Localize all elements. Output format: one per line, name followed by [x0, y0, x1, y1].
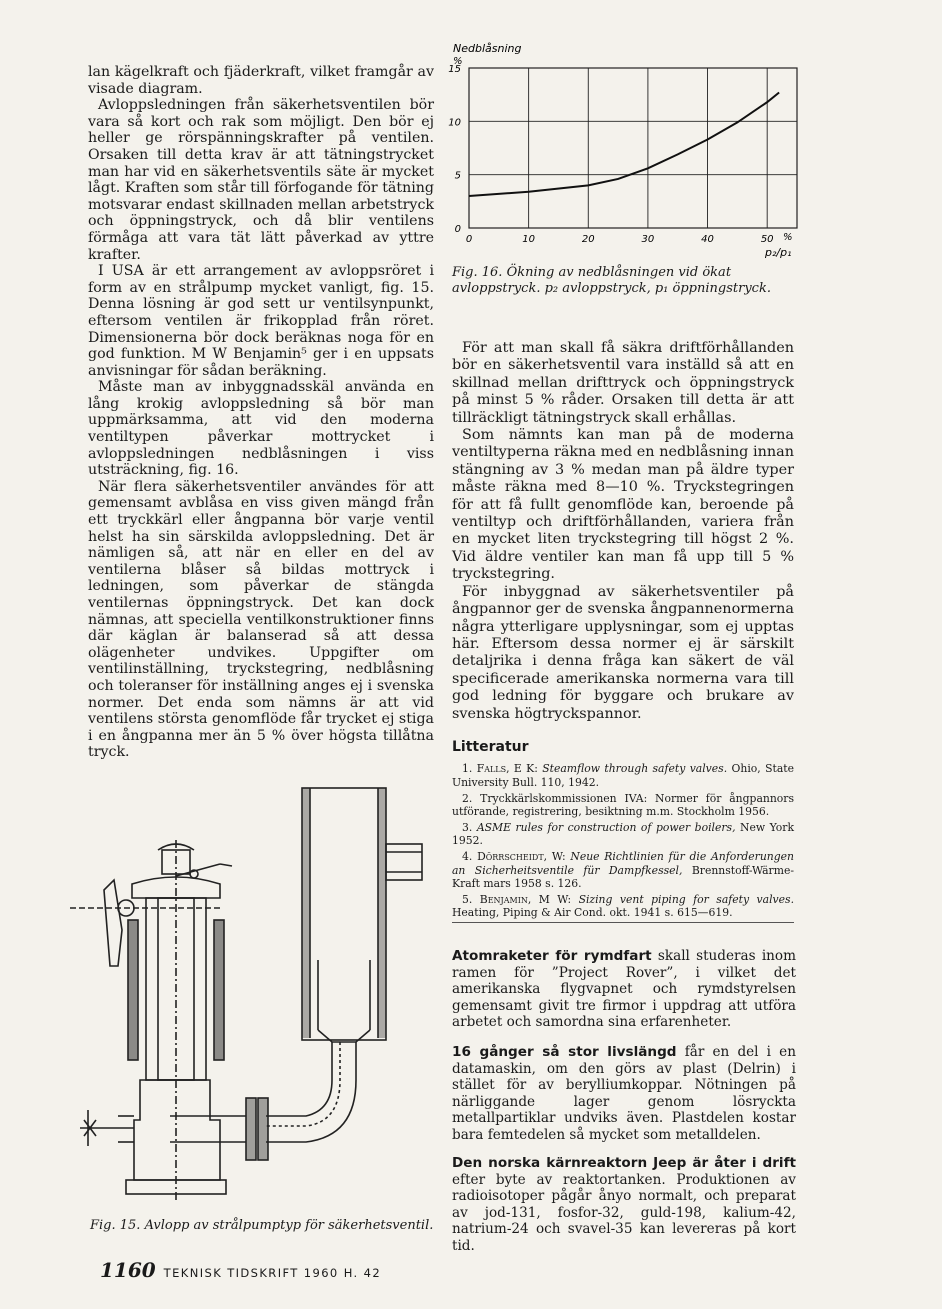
section-divider — [452, 922, 794, 923]
x-tick-label: 0 — [465, 234, 473, 245]
news-heading: Den norska kärnreaktorn Jeep är åter i drift — [452, 1155, 796, 1171]
fig16-chart — [445, 42, 805, 264]
right-column — [452, 340, 794, 922]
x-tick-label: 30 — [641, 234, 655, 245]
literature-item: 2. Tryckkärlskommissionen IVA: Normer för ångpannors utförande, registrering, besiktning m.m. Stockholm 1956. — [452, 791, 794, 819]
page-footer — [100, 1258, 381, 1282]
x-tick-label: 50 — [760, 234, 774, 245]
x-tick-label: 20 — [581, 234, 595, 245]
left-paragraph: I USA är ett arrangement av avloppsröret i form av en strålpump mycket vanligt, fig. 15. Denna lösning är god sett ur ventilsynpunkt, eftersom ventilen är frikopplad från röret. Dimensionerna bör dock beräknas noga för en god funktion. M W Benjamin⁵ ger i en uppsats anvisningar för sådan beräkning. — [88, 263, 434, 379]
news-item — [452, 948, 796, 1031]
plot-frame — [469, 68, 797, 228]
literature-item: 3. ASME rules for construction of power boilers, New York 1952. — [452, 820, 794, 848]
x-axis-label: p₂/p₁ — [765, 246, 792, 259]
journal-name: TEKNISK TIDSKRIFT 1960 H. 42 — [163, 1266, 382, 1280]
literature-list — [452, 762, 794, 920]
x-tick-label: 10 — [522, 234, 536, 245]
y-tick-label: 15 — [448, 64, 461, 75]
right-paragraph: För att man skall få säkra driftförhållanden bör en säkerhetsventil vara inställd så att en skillnad mellan drifttryck och öppningstryck på minst 5 % råder. Orsaken till detta är att tillräckligt tätningstryck skall erhållas. — [452, 340, 794, 426]
y-tick-label: 5 — [454, 170, 461, 182]
left-column — [88, 64, 434, 761]
y-axis-unit: % — [453, 56, 463, 67]
news-text: efter byte av reaktortanken. Produktionen av radioisotoper pågår ånyo normalt, och preparat av jod-131, fosfor-32, guld-198, kalium-42, natrium-24 och svavel-35 kan levereras på kort tid. — [452, 1171, 796, 1254]
left-paragraph: lan kägelkraft och fjäderkraft, vilket framgår av visade diagram. — [88, 64, 434, 97]
x-tick-label: 40 — [701, 234, 714, 245]
left-paragraph: Måste man av inbyggnadsskäl använda en lång krokig avloppsledning så bör man uppmärksamma, att vid den moderna ventiltypen påverkar mottrycket i avloppsledningen nedblåsningen i viss utsträckning, fig. 16. — [88, 379, 434, 479]
left-paragraph: När flera säkerhetsventiler användes för att gemensamt avblåsa en viss given mängd från ett tryckkärl eller ångpanna bör varje ventil helst ha sin särskilda avloppsledning. Det är nämligen så, att när en eller en del av ventilerna blåser så bildas mottryck i ledningen, som påverkar de stängda ventilernas öppningstryck. Det kan dock nämnas, att speciella ventilkonstruktioner finns där käglan är balanserad så att dessa olägenheter undvikes. Uppgifter om ventilinställning, tryckstegring, nedblåsning och toleranser för inställning anges ej i svenska normer. Det enda som nämns är att vid ventilens största genomflöde får trycket ej stiga i en ångpanna mer än 5 % över högsta tillåtna tryck. — [88, 478, 434, 761]
chart-series — [469, 93, 779, 196]
news-heading: 16 gånger så stor livslängd — [452, 1044, 677, 1060]
series-line — [469, 93, 779, 196]
y-tick-label: 0 — [454, 224, 461, 235]
y-axis-label: Nedblåsning — [453, 42, 522, 55]
literature-heading: Litteratur — [452, 738, 529, 755]
news-heading: Atomraketer för rymdfart — [452, 948, 652, 964]
right-paragraph: Som nämnts kan man på de moderna ventiltyperna räkna med en nedblåsning innan stängning av 3 % medan man på äldre typer måste räkna med 8—10 %. Tryckstegringen för att få fullt genomflöde kan, beroende på ventiltyp och driftförhållanden, variera från en mycket liten tryckstegring till högst 2 %. Vid äldre ventiler kan man få upp till 5 % tryckstegring. — [452, 427, 794, 583]
x-axis-unit: % — [783, 232, 793, 243]
fig15-caption: Fig. 15. Avlopp av strålpumptyp för säkerhetsventil. — [90, 1218, 434, 1233]
chart-grid — [469, 68, 797, 228]
chart-ticks — [448, 64, 773, 245]
fig15-drawing — [70, 780, 440, 1210]
literature-item: 5. Benjamin, M W: Sizing vent piping for safety valves. Heating, Piping & Air Cond. okt. 1941 s. 615—619. — [452, 892, 794, 920]
news-item — [452, 1155, 796, 1255]
news-text: skall studeras inom ramen för ”Project Rover”, i vilket det amerikanska flygvapnet och rymdstyrelsen gemensamt givit tre firmor i uppdrag att utföra arbetet och samordna sina erfarenheter. — [452, 948, 797, 1031]
right-paragraph: För inbyggnad av säkerhetsventiler på ångpannor ger de svenska ångpannenormerna några ytterligare upplysningar, som ej upptas här. Eftersom dessa normer ej är särskilt detaljrika i denna fråga kan säkert de väl specificerade amerikanska normerna vara till god ledning för byggare och brukare av svenska högtryckspannor. — [452, 583, 794, 722]
literature-item: 4. Dörrscheidt, W: Neue Richtlinien für die Anforderungen an Sicherheitsventile für Dampfkessel, Brennstoff-Wärme-Kraft mars 1958 s. 126. — [452, 849, 794, 891]
news-text: får en del i en datamaskin, om den görs av plast (Delrin) i stället för av berylliumkoppar. Nötningen på närliggande lager genom lösryckta metallpartiklar undviks även. Plastdelen kostar bara femtedelen så mycket som metalldelen. — [452, 1044, 796, 1143]
page-number: 1160 — [100, 1258, 156, 1282]
y-tick-label: 10 — [448, 117, 461, 129]
fig16-caption: Fig. 16. Ökning av nedblåsningen vid ökat avloppstryck. p₂ avloppstryck, p₁ öppningstryck. — [452, 265, 771, 296]
left-paragraph: Avloppsledningen från säkerhetsventilen bör vara så kort och rak som möjligt. Den bör ej heller ge rörspänningskrafter på ventilen. Orsaken till detta krav är att tätningstrycket man har vid en säkerhetsventils säte är mycket lågt. Kraften som står till förfogande för tätning motsvarar endast skillnaden mellan arbetstryck och öppningstryck, och då blir ventilens förmåga att vara tät lätt påverkad av yttre krafter. — [88, 97, 434, 263]
news-item — [452, 1044, 796, 1144]
literature-item: 1. Falls, E K: Steamflow through safety valves. Ohio, State University Bull. 110, 1942. — [452, 762, 795, 789]
